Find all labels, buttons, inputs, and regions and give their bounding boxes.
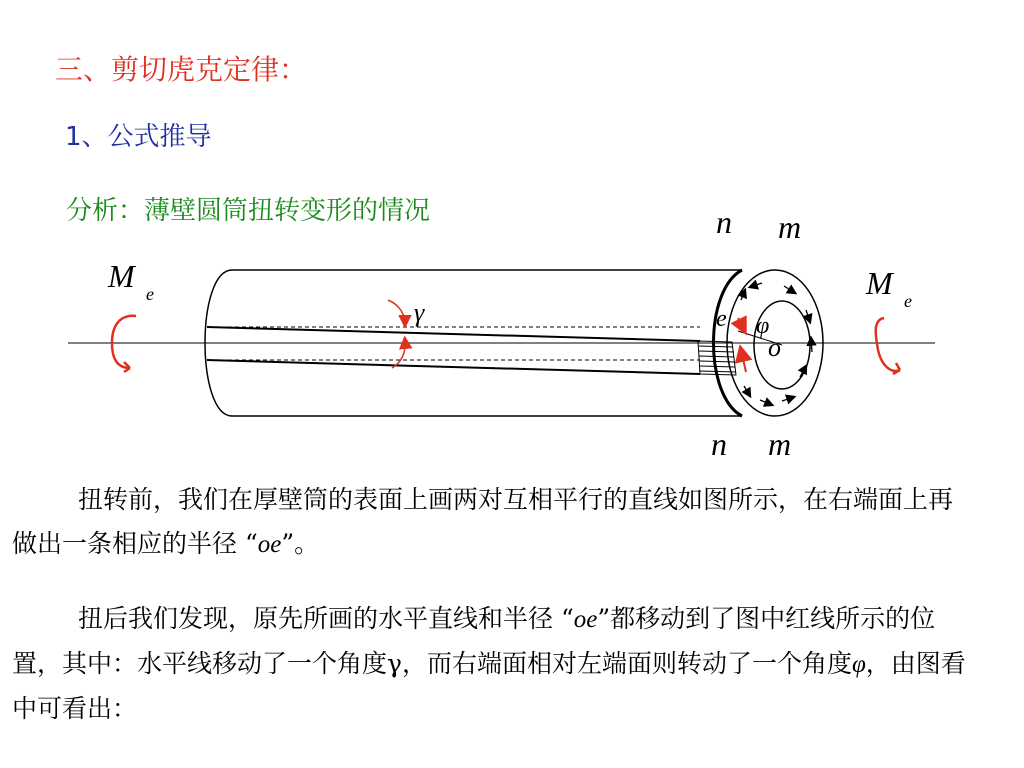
phi-arrow-top bbox=[738, 318, 744, 330]
label-o: o bbox=[768, 333, 781, 362]
gamma-arrow-bottom bbox=[392, 340, 405, 368]
left-torque-icon bbox=[112, 316, 136, 372]
phi-arrow-bottom bbox=[741, 350, 746, 372]
p2-text-b: ”都移动到了图中红线所示的位置，其中：水平线移动了一个角度γ，而右端面相对左端面则转动了一个角度 bbox=[12, 604, 936, 678]
label-Me-right-sub: e bbox=[904, 291, 912, 311]
p1-oe: oe bbox=[257, 531, 282, 558]
twisted-line-bottom bbox=[207, 360, 700, 374]
paragraph-before-torsion bbox=[12, 478, 972, 567]
gamma-arrow-top bbox=[388, 300, 405, 324]
label-gamma: γ bbox=[414, 298, 425, 327]
analysis-caption: 分析：薄壁圆筒扭转变形的情况 bbox=[66, 196, 431, 226]
twisted-line-top bbox=[207, 327, 700, 341]
section-heading: 三、剪切虎克定律： bbox=[55, 53, 308, 86]
label-Me-right: M bbox=[866, 265, 893, 301]
label-m-bottom: m bbox=[768, 426, 792, 462]
label-n-top: n bbox=[716, 204, 732, 240]
label-phi: φ bbox=[756, 313, 770, 339]
label-m-top: m bbox=[778, 209, 802, 245]
label-Me-left-sub: e bbox=[146, 284, 154, 304]
p2-text-c: ，由图看中可看出： bbox=[12, 649, 966, 723]
torsion-cylinder-diagram bbox=[0, 190, 1024, 470]
p2-phi: φ bbox=[851, 651, 866, 678]
p2-text-a: 扭后我们发现，原先所画的水平直线和半径 “ bbox=[78, 604, 574, 633]
subsection-heading: 1、公式推导 bbox=[65, 122, 212, 152]
label-n-bottom: n bbox=[711, 426, 727, 462]
label-e: e bbox=[716, 306, 727, 332]
p1-text-a: 扭转前，我们在厚壁筒的表面上画两对互相平行的直线如图所示，在右端面上再做出一条相应的半径 “ bbox=[12, 485, 954, 558]
p2-oe: oe bbox=[573, 606, 598, 633]
label-Me-left: M bbox=[108, 258, 135, 294]
paragraph-after-torsion bbox=[12, 597, 972, 731]
p1-text-b: ”。 bbox=[281, 529, 320, 558]
right-torque-icon bbox=[876, 318, 900, 374]
